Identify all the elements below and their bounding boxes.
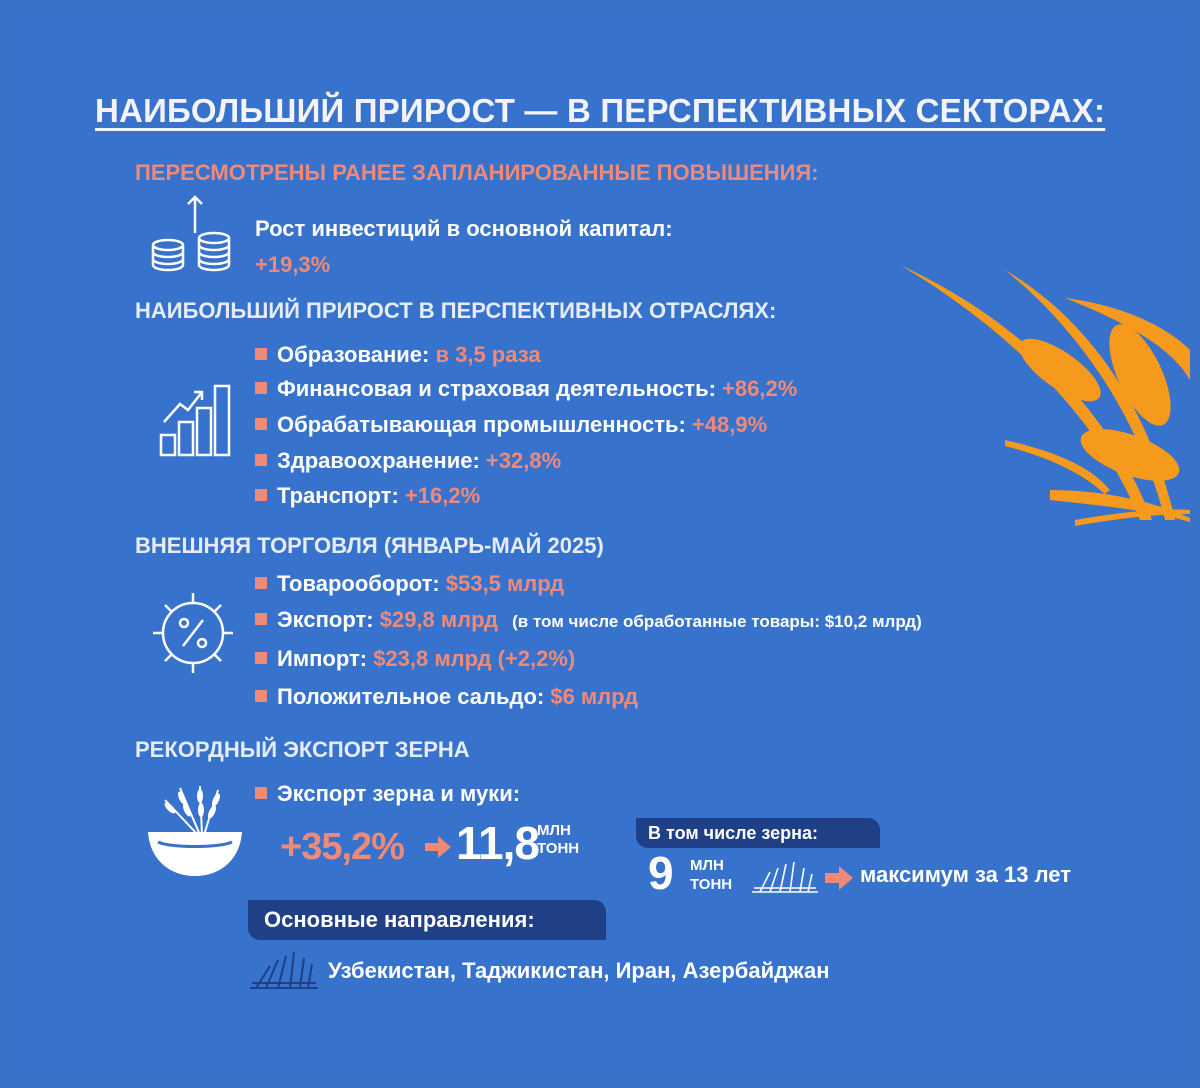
percent-gear-icon — [148, 588, 238, 678]
grain-only-unit: ТОНН — [690, 876, 733, 893]
grain-only-unit: МЛН — [690, 857, 724, 874]
grain-volume-value: 11,8 — [456, 817, 539, 869]
directions-badge: Основные направления: — [248, 900, 606, 940]
grain-record-text: максимум за 13 лет — [860, 862, 1071, 887]
investment-label: Рост инвестиций в основной капитал: — [255, 216, 673, 241]
bullet-icon — [255, 418, 267, 430]
export-note: (в том числе обработанные товары: $10,2 млрд) — [512, 612, 922, 631]
grain-volume-unit: ТОНН — [537, 840, 580, 857]
grain-bowl-icon — [140, 780, 250, 880]
grain-only-value: 9 — [648, 847, 673, 899]
bullet-icon — [255, 489, 267, 501]
trade-item: Положительное сальдо: $6 млрд — [255, 684, 638, 710]
industry-item: Финансовая и страховая деятельность: +86,2% — [255, 376, 797, 402]
grain-included-badge: В том числе зерна: — [636, 818, 880, 848]
trade-item: Импорт: $23,8 млрд (+2,2%) — [255, 646, 575, 672]
arrow-right-icon — [425, 836, 451, 858]
arrow-right-icon — [825, 866, 853, 890]
trade-item: Экспорт: $29,8 млрд (в том числе обработанные товары: $10,2 млрд) — [255, 607, 922, 633]
industry-item: Образование: в 3,5 раза — [255, 342, 541, 368]
industries-heading: НАИБОЛЬШИЙ ПРИРОСТ В ПЕРСПЕКТИВНЫХ ОТРАСЛЯХ: — [135, 298, 777, 323]
trade-heading: ВНЕШНЯЯ ТОРГОВЛЯ (ЯНВАРЬ-МАЙ 2025) — [135, 533, 604, 558]
wheat-field-icon — [750, 858, 820, 896]
grain-export-label-row: Экспорт зерна и муки: — [255, 781, 520, 807]
page-title: НАИБОЛЬШИЙ ПРИРОСТ — В ПЕРСПЕКТИВНЫХ СЕКТОРАХ: — [95, 92, 1106, 129]
investment-value: +19,3% — [255, 252, 331, 277]
bullet-icon — [255, 613, 267, 625]
industry-item: Транспорт: +16,2% — [255, 483, 480, 509]
wheat-decoration-icon — [890, 250, 1200, 540]
bullet-icon — [255, 787, 267, 799]
grain-heading: РЕКОРДНЫЙ ЭКСПОРТ ЗЕРНА — [135, 737, 470, 762]
grain-growth-value: +35,2% — [280, 826, 404, 868]
revised-heading: ПЕРЕСМОТРЕНЫ РАНЕЕ ЗАПЛАНИРОВАННЫЕ ПОВЫШЕНИЯ: — [135, 160, 819, 185]
directions-list: Узбекистан, Таджикистан, Иран, Азербайджан — [328, 958, 830, 983]
grain-volume-unit: МЛН — [537, 822, 571, 839]
wheat-field-dark-icon — [248, 948, 320, 992]
bullet-icon — [255, 348, 267, 360]
bullet-icon — [255, 690, 267, 702]
bullet-icon — [255, 577, 267, 589]
bullet-icon — [255, 382, 267, 394]
industry-item: Здравоохранение: +32,8% — [255, 448, 561, 474]
bar-chart-growth-icon — [158, 380, 238, 458]
bullet-icon — [255, 652, 267, 664]
coins-growth-icon — [150, 193, 240, 278]
trade-item: Товарооборот: $53,5 млрд — [255, 571, 564, 597]
industry-item: Обрабатывающая промышленность: +48,9% — [255, 412, 767, 438]
bullet-icon — [255, 454, 267, 466]
